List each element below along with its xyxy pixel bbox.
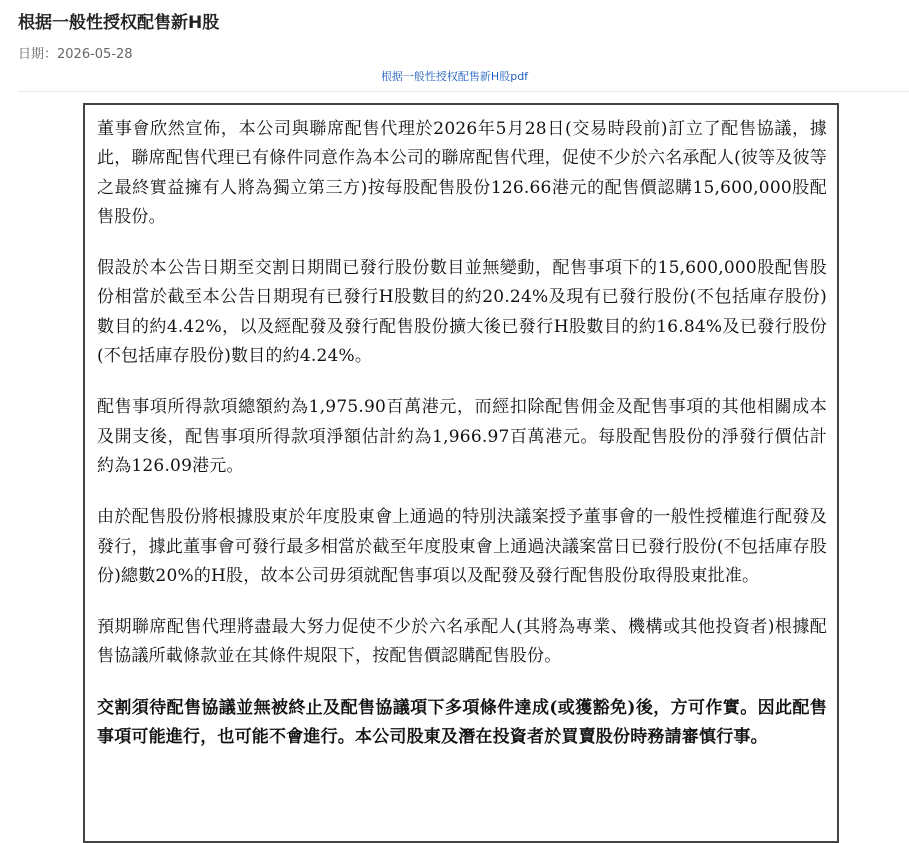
date-value: 2026-05-28 <box>57 47 133 62</box>
document-paragraph-1: 董事會欣然宣佈，本公司與聯席配售代理於2026年5月28日(交易時段前)訂立了配售協議，據此，聯席配售代理已有條件同意作為本公司的聯席配售代理，促使不少於六名承配人(彼等及彼等之最終實益擁有人將為獨立第三方)按每股配售股份126.66港元的配售價認購15,600,000股配售股份。 <box>97 119 827 227</box>
document-paragraph-3: 配售事項所得款項總額約為1,975.90百萬港元，而經扣除配售佣金及配售事項的其他相關成本及開支後，配售事項所得款項淨額估計約為1,966.97百萬港元。每股配售股份的淨發行價估計約為126.09港元。 <box>97 397 827 476</box>
document-paragraph-4: 由於配售股份將根據股東於年度股東會上通過的特別決議案授予董事會的一般性授權進行配發及發行，據此董事會可發行最多相當於截至年度股東會上通過決議案當日已發行股份(不包括庫存股份)總數20%的H股，故本公司毋須就配售事項以及配發及發行配售股份取得股東批准。 <box>97 507 827 586</box>
page-title: 根据一般性授权配售新H股 <box>18 13 220 33</box>
document-paragraph-5: 預期聯席配售代理將盡最大努力促使不少於六名承配人(其將為專業、機構或其他投資者)根據配售協議所載條款並在其條件規限下，按配售價認購配售股份。 <box>97 617 827 667</box>
document-paragraph-2: 假設於本公告日期至交割日期間已發行股份數目並無變動，配售事項下的15,600,000股配售股份相當於截至本公告日期現有已發行H股數目的約20.24%及現有已發行股份(不包括庫存股份)數目的約4.42%，以及經配發及發行配售股份擴大後已發行H股數目的約16.84%及已發行股份(不包括庫存股份)數目的約4.24%。 <box>97 258 827 367</box>
date-label: 日期： <box>18 47 58 62</box>
publish-date <box>18 43 133 62</box>
header-divider <box>18 91 909 92</box>
document-paragraph-warning: 交割須待配售協議並無被終止及配售協議項下多項條件達成(或獲豁免)後，方可作實。因此配售事項可能進行，也可能不會進行。本公司股東及潛在投資者於買賣股份時務請審慎行事。 <box>97 697 827 748</box>
pdf-download-link[interactable]: 根据一般性授权配售新H股pdf <box>380 70 529 83</box>
document-viewer <box>83 103 839 843</box>
